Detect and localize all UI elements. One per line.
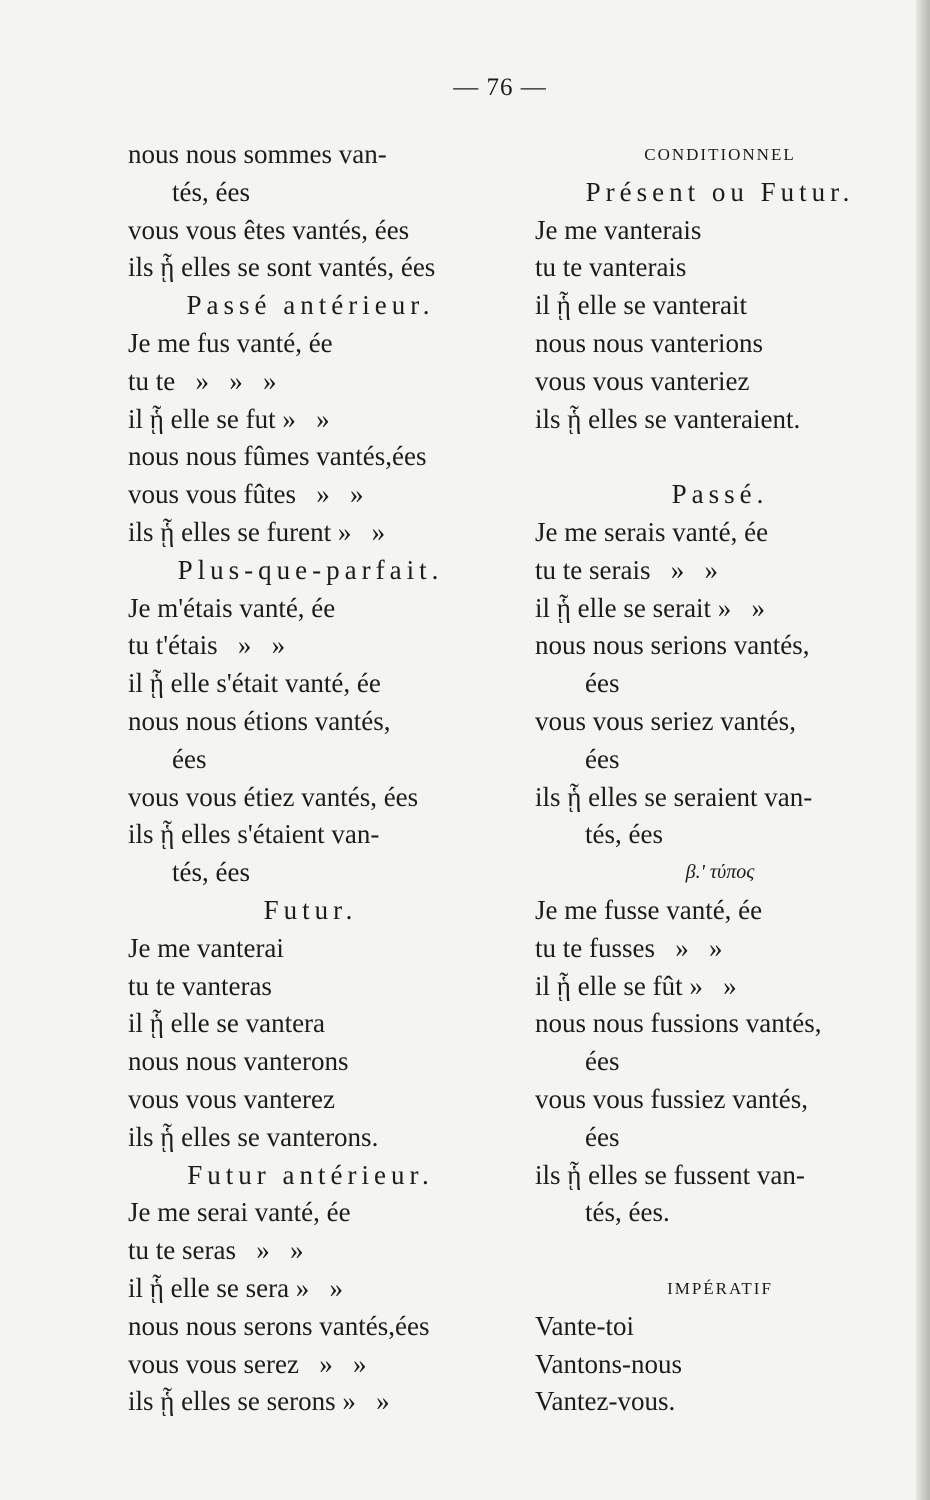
text-line: tés, ées — [172, 176, 250, 207]
mood-heading: CONDITIONNEL — [644, 145, 796, 164]
text-line: il ᾗ elle se serait » » — [535, 592, 766, 623]
text-line: Je me fusse vanté, ée — [535, 894, 763, 925]
text-line: ées — [585, 668, 620, 699]
text-line: ils ᾗ elles se vanteraient. — [535, 403, 801, 434]
section-heading: Plus-que-parfait. — [177, 554, 444, 585]
text-line: nous nous fussions vantés, — [535, 1008, 822, 1039]
text-line: nous nous serons vantés,ées — [128, 1310, 430, 1341]
text-line: tés, ées — [172, 857, 250, 888]
text-line: nous nous vanterions — [535, 327, 763, 358]
text-line: tés, ées — [585, 819, 663, 850]
text-line: Je m'étais vanté, ée — [128, 592, 336, 623]
text-line: ils ᾗ elles se serons » » — [128, 1386, 390, 1417]
section-heading: Futur. — [263, 894, 358, 925]
text-line: vous vous vanteriez — [535, 365, 750, 396]
text-line: vous vous étiez vantés, ées — [128, 781, 419, 812]
text-line: nous nous vanterons — [128, 1046, 349, 1077]
blank-line — [535, 438, 905, 476]
mood-heading: IMPÉRATIF — [667, 1278, 773, 1298]
text-line: nous nous étions vantés, — [128, 705, 391, 736]
text-line: ées — [585, 1121, 620, 1152]
text-line: ils ᾗ elles s'étaient van- — [128, 819, 380, 850]
text-line: ils ᾗ elles se vanterons. — [128, 1121, 379, 1152]
text-line: ées — [585, 1046, 620, 1077]
text-line: vous vous seriez vantés, — [535, 705, 796, 736]
text-line: vous vous serez » » — [128, 1348, 367, 1379]
text-line: tu te seras » » — [128, 1235, 304, 1266]
text-line: Vantez-vous. — [535, 1386, 676, 1417]
text-line: Je me fus vanté, ée — [128, 327, 333, 358]
text-line: il ᾗ elle se vanterait — [535, 290, 748, 321]
text-line: il ᾗ elle se fut » » — [128, 403, 330, 434]
text-line: ils ᾗ elles se fussent van- — [535, 1159, 805, 1190]
text-line: Vantons-nous — [535, 1348, 682, 1379]
text-line: Je me serai vanté, ée — [128, 1197, 351, 1228]
text-line: vous vous fûtes » » — [128, 479, 364, 510]
right-column — [535, 136, 905, 1421]
blank-line — [535, 1232, 905, 1270]
text-line: il ᾗ elle se vantera — [128, 1008, 326, 1039]
text-line: Je me serais vanté, ée — [535, 516, 769, 547]
text-line: Je me vanterais — [535, 214, 702, 245]
text-line: vous vous fussiez vantés, — [535, 1083, 808, 1114]
text-line: ils ᾗ elles se seraient van- — [535, 781, 813, 812]
text-line: vous vous êtes vantés, ées — [128, 214, 410, 245]
section-heading: Futur antérieur. — [187, 1159, 434, 1190]
page-edge-shadow — [916, 0, 930, 1500]
text-line: vous vous vanterez — [128, 1083, 335, 1114]
section-heading: Passé antérieur. — [186, 290, 435, 321]
section-heading: Présent ou Futur. — [585, 176, 855, 207]
section-heading: Passé. — [671, 479, 769, 510]
left-column — [128, 136, 493, 1421]
text-line: nous nous fûmes vantés,ées — [128, 441, 427, 472]
text-line: tu te » » » — [128, 365, 277, 396]
text-line: Vante-toi — [535, 1310, 634, 1341]
text-line: tés, ées. — [585, 1197, 670, 1228]
text-line: ils ᾗ elles se sont vantés, ées — [128, 252, 436, 283]
text-line: tu te vanterais — [535, 252, 687, 283]
text-line: nous nous sommes van- — [128, 139, 387, 169]
text-line: nous nous serions vantés, — [535, 630, 810, 661]
subsection-heading: β.' τύπος — [685, 861, 755, 884]
text-line: ils ᾗ elles se furent » » — [128, 516, 386, 547]
text-line: tu te serais » » — [535, 554, 718, 585]
text-line: tu te fusses » » — [535, 932, 723, 963]
text-line: il ᾗ elle s'était vanté, ée — [128, 668, 381, 699]
text-line: il ᾗ elle se fût » » — [535, 970, 737, 1001]
text-line: Je me vanterai — [128, 932, 284, 963]
text-line: tu te vanteras — [128, 970, 272, 1001]
text-line: ées — [172, 743, 207, 774]
text-line: ées — [585, 743, 620, 774]
text-line: tu t'étais » » — [128, 630, 286, 661]
text-line: il ᾗ elle se sera » » — [128, 1272, 344, 1303]
page-number: — 76 — — [453, 74, 547, 101]
